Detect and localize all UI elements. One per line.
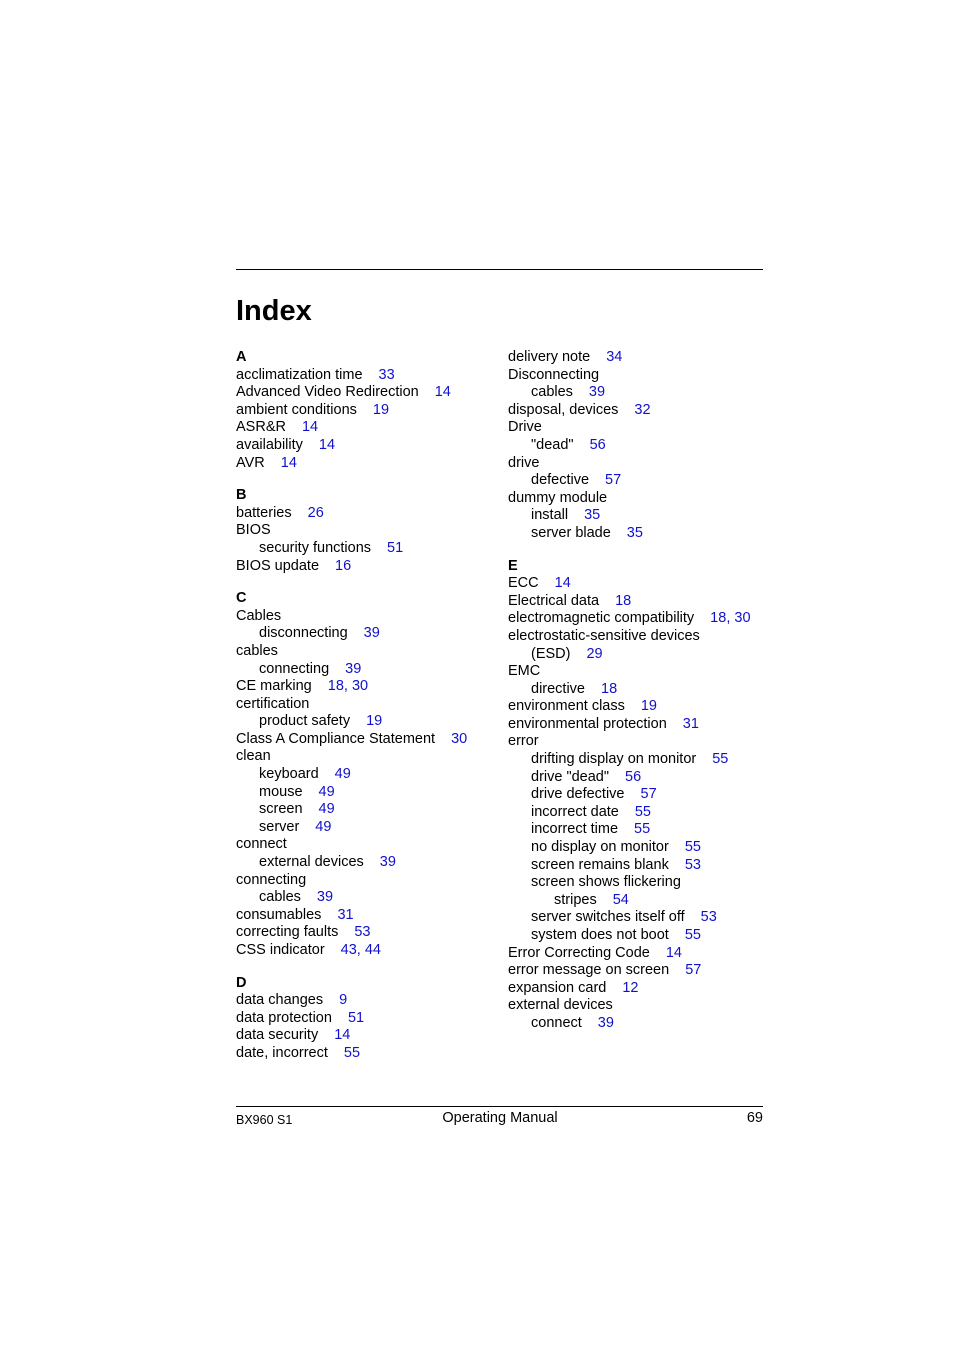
page-link[interactable]: 14 bbox=[301, 419, 319, 436]
index-term: expansion card bbox=[508, 979, 607, 996]
page-references bbox=[319, 784, 335, 800]
page-link[interactable]: 55 bbox=[634, 803, 651, 820]
page-references bbox=[586, 646, 602, 662]
page-link[interactable]: 56 bbox=[589, 436, 606, 453]
index-entry bbox=[236, 766, 498, 784]
page-link[interactable]: 39 bbox=[588, 384, 606, 401]
page-references bbox=[710, 610, 750, 626]
index-term: Electrical data bbox=[508, 592, 600, 609]
page-link[interactable]: 56 bbox=[625, 768, 642, 785]
index-letter-heading: E bbox=[508, 557, 518, 574]
index-entry bbox=[236, 1045, 498, 1063]
index-term: environment class bbox=[508, 698, 625, 715]
index-term: electrostatic-sensitive devices bbox=[508, 627, 700, 644]
page-link[interactable]: 44 bbox=[364, 942, 381, 958]
page-references bbox=[584, 507, 600, 523]
page-separator: , bbox=[343, 678, 352, 695]
page-title: Index bbox=[236, 295, 312, 327]
page-link[interactable]: 18 bbox=[615, 592, 632, 609]
index-term: install bbox=[531, 507, 569, 524]
page-link[interactable]: 34 bbox=[606, 349, 623, 365]
page-link[interactable]: 19 bbox=[640, 698, 657, 715]
page-references bbox=[635, 804, 651, 820]
index-term: drifting display on monitor bbox=[531, 751, 697, 768]
page-references bbox=[613, 892, 629, 908]
page-references bbox=[354, 924, 370, 940]
page-references bbox=[345, 661, 361, 677]
index-term: CE marking bbox=[236, 678, 312, 695]
page-link[interactable]: 19 bbox=[372, 401, 390, 418]
index-entry bbox=[508, 874, 770, 892]
index-term: electromagnetic compatibility bbox=[508, 610, 695, 627]
index-entry bbox=[508, 384, 770, 402]
page-link[interactable]: 53 bbox=[684, 856, 701, 873]
index-entry bbox=[236, 625, 498, 643]
page-link[interactable]: 14 bbox=[434, 384, 451, 401]
index-entry bbox=[508, 804, 770, 822]
index-entry bbox=[508, 945, 770, 963]
page-references bbox=[348, 1010, 364, 1026]
page-references bbox=[701, 909, 717, 925]
index-entry bbox=[236, 1010, 498, 1028]
index-term: directive bbox=[531, 680, 585, 697]
page-link[interactable]: 31 bbox=[682, 715, 699, 732]
index-term: certification bbox=[236, 695, 310, 712]
index-term: delivery note bbox=[508, 349, 591, 365]
index-entry bbox=[236, 608, 498, 626]
index-term: connecting bbox=[236, 871, 307, 888]
page-link[interactable]: 55 bbox=[684, 927, 701, 943]
index-letter-heading: B bbox=[236, 487, 247, 504]
index-term: clean bbox=[236, 748, 271, 765]
page-link[interactable]: 14 bbox=[280, 454, 297, 471]
index-entry bbox=[508, 455, 770, 473]
index-entry bbox=[236, 540, 498, 558]
index-term: screen remains blank bbox=[531, 856, 669, 873]
index-term: Cables bbox=[236, 607, 282, 624]
index-term: ASR&R bbox=[236, 419, 286, 436]
page-link[interactable]: 49 bbox=[318, 783, 335, 800]
index-entry bbox=[508, 751, 770, 769]
page-references bbox=[315, 819, 331, 835]
index-term: server blade bbox=[531, 524, 611, 541]
index-term: Class A Compliance Statement bbox=[236, 730, 436, 747]
index-term: server switches itself off bbox=[531, 909, 685, 926]
index-entry bbox=[508, 490, 770, 508]
index-entry bbox=[508, 646, 770, 664]
index-term: EMC bbox=[508, 663, 541, 680]
page-link[interactable]: 51 bbox=[347, 1009, 365, 1026]
page-link[interactable]: 33 bbox=[378, 366, 395, 383]
page-references bbox=[373, 402, 389, 418]
index-term: Disconnecting bbox=[508, 366, 600, 383]
index-entry bbox=[236, 455, 498, 473]
index-entry bbox=[508, 628, 770, 646]
index-term: ECC bbox=[508, 575, 539, 592]
index-term: data changes bbox=[236, 992, 324, 1009]
index-entry bbox=[508, 769, 770, 787]
index-entry bbox=[236, 992, 498, 1010]
index-entry bbox=[508, 367, 770, 385]
page-link[interactable]: 39 bbox=[363, 625, 380, 642]
index-term: "dead" bbox=[531, 436, 574, 453]
page-link[interactable]: 14 bbox=[665, 944, 682, 961]
index-term: AVR bbox=[236, 454, 265, 471]
footer-page-number: 69 bbox=[746, 1110, 763, 1126]
page-link[interactable]: 35 bbox=[626, 524, 643, 541]
index-term: screen shows flickering bbox=[531, 874, 681, 891]
page-references bbox=[641, 786, 657, 802]
index-term: keyboard bbox=[259, 766, 319, 783]
index-term: availability bbox=[236, 436, 303, 453]
index-entry bbox=[236, 872, 498, 890]
index-term: cables bbox=[259, 889, 301, 906]
page-references bbox=[634, 821, 650, 837]
page-references bbox=[317, 889, 333, 905]
page-link[interactable]: 51 bbox=[387, 539, 404, 556]
page-references bbox=[344, 1045, 360, 1061]
index-entry bbox=[236, 801, 498, 819]
index-entry bbox=[508, 437, 770, 455]
index-term: incorrect time bbox=[531, 821, 619, 838]
index-term: cables bbox=[531, 384, 573, 401]
index-term: connecting bbox=[259, 660, 330, 677]
index-column-right bbox=[508, 349, 770, 1033]
index-term: ambient conditions bbox=[236, 401, 357, 418]
index-term: acclimatization time bbox=[236, 366, 363, 383]
page-references bbox=[685, 839, 701, 855]
index-term: (ESD) bbox=[531, 645, 571, 662]
index-term: disconnecting bbox=[259, 625, 348, 642]
page-references bbox=[335, 766, 351, 782]
page-link[interactable]: 53 bbox=[700, 909, 717, 926]
index-entry bbox=[508, 716, 770, 734]
page-link[interactable]: 29 bbox=[586, 645, 603, 662]
index-term: Drive bbox=[508, 419, 542, 436]
page-references bbox=[627, 525, 643, 541]
index-entry bbox=[508, 980, 770, 998]
page-link[interactable]: 57 bbox=[685, 962, 702, 979]
page-references bbox=[606, 349, 622, 365]
index-entry bbox=[508, 610, 770, 628]
section-gap bbox=[236, 472, 498, 487]
page-references bbox=[622, 980, 638, 996]
index-term: system does not boot bbox=[531, 927, 669, 943]
index-entry bbox=[508, 681, 770, 699]
page-references bbox=[341, 942, 381, 958]
page-link[interactable]: 32 bbox=[634, 401, 651, 418]
page-references bbox=[319, 801, 335, 817]
index-term: screen bbox=[259, 801, 303, 818]
index-entry bbox=[508, 402, 770, 420]
page-references bbox=[634, 402, 650, 418]
index-term: incorrect date bbox=[531, 803, 619, 820]
page-references bbox=[605, 472, 621, 488]
page-link[interactable]: 49 bbox=[318, 801, 335, 818]
header-rule bbox=[236, 269, 763, 270]
index-entry bbox=[236, 713, 498, 731]
index-term: server bbox=[259, 818, 300, 835]
page-link[interactable]: 49 bbox=[334, 766, 351, 783]
page-separator: , bbox=[726, 610, 735, 627]
index-letter-heading: C bbox=[236, 590, 247, 607]
page-link[interactable]: 12 bbox=[622, 979, 639, 996]
index-entry bbox=[236, 558, 498, 576]
page-references bbox=[335, 558, 351, 574]
index-entry bbox=[236, 522, 498, 540]
index-term: disposal, devices bbox=[508, 401, 619, 418]
index-term: defective bbox=[531, 472, 590, 489]
index-term: connect bbox=[236, 836, 287, 853]
index-entry bbox=[508, 1015, 770, 1033]
page-link[interactable]: 16 bbox=[335, 557, 352, 574]
page-link[interactable]: 39 bbox=[316, 889, 334, 906]
page-references bbox=[337, 907, 353, 923]
page-references bbox=[683, 716, 699, 732]
index-letter-heading: D bbox=[236, 974, 247, 991]
page-references bbox=[302, 419, 318, 435]
index-entry bbox=[508, 839, 770, 857]
index-entry bbox=[508, 927, 770, 945]
page-link[interactable]: 9 bbox=[339, 992, 348, 1009]
page-references bbox=[641, 698, 657, 714]
index-term: drive bbox=[508, 454, 540, 471]
index-entry bbox=[508, 733, 770, 751]
page-link[interactable]: 26 bbox=[307, 504, 324, 521]
index-term: external devices bbox=[508, 997, 613, 1014]
index-term: BIOS bbox=[236, 522, 271, 539]
index-term: consumables bbox=[236, 906, 322, 923]
index-entry bbox=[236, 889, 498, 907]
page-references bbox=[308, 505, 324, 521]
index-entry bbox=[236, 907, 498, 925]
page-link[interactable]: 57 bbox=[640, 786, 657, 803]
index-entry bbox=[508, 786, 770, 804]
index-entry bbox=[236, 731, 498, 749]
index-entry bbox=[236, 505, 498, 523]
page-references bbox=[685, 857, 701, 873]
index-term: external devices bbox=[259, 854, 364, 871]
page-references bbox=[366, 713, 382, 729]
index-term: correcting faults bbox=[236, 924, 339, 941]
index-column-left bbox=[236, 349, 498, 1063]
page-references bbox=[281, 455, 297, 471]
index-entry bbox=[508, 663, 770, 681]
index-term: CSS indicator bbox=[236, 942, 325, 958]
section-gap bbox=[236, 575, 498, 590]
page-references bbox=[685, 962, 701, 978]
page-references bbox=[387, 540, 403, 556]
footer-manual-title: Operating Manual bbox=[442, 1110, 558, 1126]
page-references bbox=[598, 1015, 614, 1031]
page-link[interactable]: 55 bbox=[712, 751, 729, 768]
index-entry bbox=[508, 419, 770, 437]
footer-rule bbox=[236, 1106, 763, 1107]
index-entry bbox=[236, 924, 498, 942]
index-term: Advanced Video Redirection bbox=[236, 384, 419, 401]
index-entry bbox=[508, 593, 770, 611]
page-link[interactable]: 43 bbox=[340, 942, 357, 958]
index-entry bbox=[236, 696, 498, 714]
page-link[interactable]: 35 bbox=[584, 507, 601, 524]
index-entry bbox=[508, 507, 770, 525]
page-references bbox=[328, 678, 368, 694]
page-references bbox=[589, 384, 605, 400]
page-link[interactable]: 30 bbox=[351, 678, 369, 695]
index-term: drive "dead" bbox=[531, 768, 610, 785]
page-separator: , bbox=[356, 942, 365, 958]
index-term: error bbox=[508, 733, 539, 750]
index-entry bbox=[236, 367, 498, 385]
index-term: cables bbox=[236, 642, 278, 659]
page-references bbox=[590, 437, 606, 453]
page-link[interactable]: 14 bbox=[334, 1027, 351, 1044]
page-link[interactable]: 54 bbox=[612, 891, 629, 908]
index-term: connect bbox=[531, 1014, 582, 1031]
page-link[interactable]: 49 bbox=[315, 818, 332, 835]
index-term: dummy module bbox=[508, 489, 608, 506]
page-link[interactable]: 39 bbox=[379, 854, 396, 871]
page-references bbox=[666, 945, 682, 961]
index-entry bbox=[508, 698, 770, 716]
index-term: Error Correcting Code bbox=[508, 944, 650, 961]
index-entry bbox=[236, 678, 498, 696]
page-references bbox=[334, 1027, 350, 1043]
index-entry bbox=[236, 1027, 498, 1045]
index-entry bbox=[508, 962, 770, 980]
page-link[interactable]: 18 bbox=[710, 610, 727, 627]
page-references bbox=[601, 681, 617, 697]
page-link[interactable]: 39 bbox=[597, 1014, 614, 1031]
page-references bbox=[319, 437, 335, 453]
index-entry bbox=[236, 384, 498, 402]
index-term: batteries bbox=[236, 504, 292, 521]
page-link[interactable]: 57 bbox=[605, 472, 622, 489]
index-term: error message on screen bbox=[508, 962, 670, 979]
index-term: security functions bbox=[259, 539, 372, 556]
page-references bbox=[712, 751, 728, 767]
page-link[interactable]: 55 bbox=[634, 821, 651, 838]
page-link[interactable]: 18 bbox=[327, 678, 344, 695]
index-entry bbox=[508, 997, 770, 1015]
index-term: environmental protection bbox=[508, 715, 667, 732]
index-entry bbox=[236, 643, 498, 661]
index-entry bbox=[508, 909, 770, 927]
index-entry bbox=[236, 402, 498, 420]
index-entry bbox=[236, 942, 498, 960]
index-entry bbox=[236, 854, 498, 872]
index-term: no display on monitor bbox=[531, 839, 669, 856]
index-term: date, incorrect bbox=[236, 1044, 328, 1061]
page-references bbox=[364, 625, 380, 641]
page-link[interactable]: 14 bbox=[554, 575, 571, 592]
footer-product: BX960 S1 bbox=[236, 1113, 293, 1127]
page-link[interactable]: 53 bbox=[354, 924, 371, 941]
page-references bbox=[625, 769, 641, 785]
page-references bbox=[615, 593, 631, 609]
index-entry bbox=[508, 472, 770, 490]
page-link[interactable]: 14 bbox=[318, 436, 336, 453]
index-term: stripes bbox=[554, 891, 597, 908]
section-gap bbox=[236, 960, 498, 975]
page-link[interactable]: 31 bbox=[337, 906, 354, 923]
index-entry bbox=[508, 892, 770, 910]
index-entry bbox=[236, 836, 498, 854]
index-entry bbox=[236, 419, 498, 437]
page-link[interactable]: 18 bbox=[601, 680, 618, 697]
page-references bbox=[339, 992, 347, 1008]
index-term: data security bbox=[236, 1027, 319, 1044]
index-term: data protection bbox=[236, 1009, 332, 1026]
index-entry bbox=[508, 857, 770, 875]
index-entry bbox=[236, 437, 498, 455]
page-references bbox=[380, 854, 396, 870]
index-term: drive defective bbox=[531, 786, 625, 803]
page-link[interactable]: 55 bbox=[684, 839, 701, 856]
page-link[interactable]: 39 bbox=[345, 660, 362, 677]
index-entry bbox=[508, 575, 770, 593]
index-letter-heading: A bbox=[236, 349, 247, 365]
page-references bbox=[451, 731, 467, 747]
section-gap bbox=[508, 543, 770, 558]
page-link[interactable]: 30 bbox=[451, 730, 468, 747]
page-references bbox=[379, 367, 395, 383]
page-references bbox=[685, 927, 701, 943]
page-link[interactable]: 55 bbox=[343, 1044, 361, 1061]
page-references bbox=[555, 575, 571, 591]
index-term: mouse bbox=[259, 783, 303, 800]
index-entry bbox=[236, 748, 498, 766]
index-entry bbox=[508, 525, 770, 543]
page-references bbox=[435, 384, 451, 400]
index-entry bbox=[236, 661, 498, 679]
index-entry bbox=[236, 819, 498, 837]
page-link[interactable]: 30 bbox=[734, 610, 751, 627]
index-term: product safety bbox=[259, 713, 351, 730]
index-term: BIOS update bbox=[236, 557, 320, 574]
index-entry bbox=[508, 821, 770, 839]
page-link[interactable]: 19 bbox=[366, 713, 383, 730]
index-entry bbox=[508, 349, 770, 367]
index-entry bbox=[236, 784, 498, 802]
